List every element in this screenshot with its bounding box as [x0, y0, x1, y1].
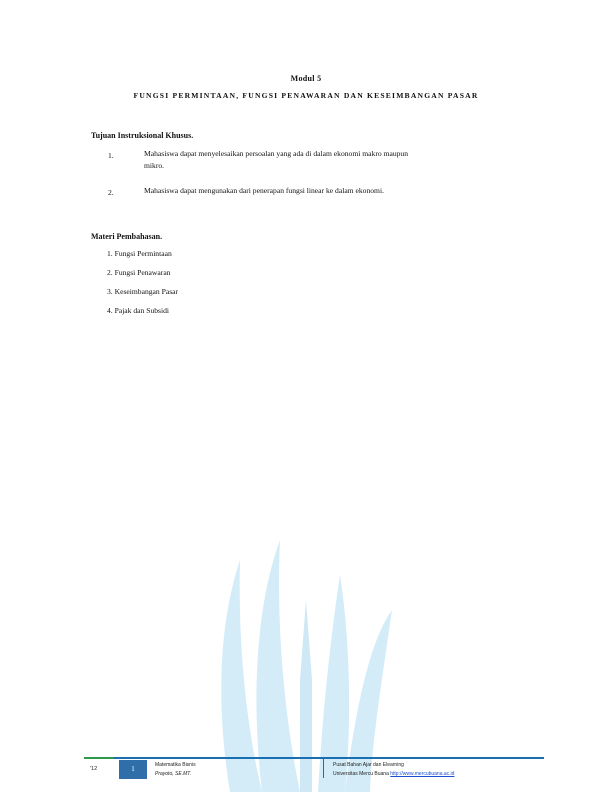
list-item: 2. Fungsi Penawaran	[107, 268, 171, 277]
footer-author: Prayoto, SE.MT.	[155, 771, 192, 777]
objective-text: Mahasiswa dapat mengunakan dari penerapan fungsi linear ke dalam ekonomi.	[144, 186, 384, 195]
objective-text: Mahasiswa dapat menyelesaikan persoalan yang ada di dalam ekonomi makro maupun mikro.	[144, 149, 409, 170]
module-title: Modul 5	[290, 74, 322, 83]
list-item: 1. Fungsi Permintaan	[107, 249, 172, 258]
list-item: 3. Keseimbangan Pasar	[107, 287, 179, 296]
materials-heading: Materi Pembahasan.	[91, 232, 163, 241]
objective-number: 1.	[108, 151, 114, 160]
page-number: 1	[119, 760, 147, 779]
footer-course: Matematika Bisnis	[155, 762, 196, 768]
objectives-heading: Tujuan Instruksional Khusus.	[91, 131, 194, 140]
footer-rule-green	[84, 757, 114, 759]
page-title: FUNGSI PERMINTAAN, FUNGSI PENAWARAN DAN KESEIMBANGAN PASAR	[133, 91, 479, 100]
objective-number: 2.	[108, 188, 114, 197]
university-name: Universitas Mercu Buana	[333, 771, 389, 777]
footer-university	[333, 771, 454, 777]
footer-year: '12	[90, 766, 98, 772]
footer-rule	[114, 757, 544, 759]
list-item: 4. Pajak dan Subsidi	[107, 306, 170, 315]
footer-divider	[323, 758, 324, 778]
footer-link[interactable]: http://www.mercubuana.ac.id	[390, 771, 455, 777]
footer-center-title: Pusat Bahan Ajar dan Elearning	[333, 762, 404, 768]
